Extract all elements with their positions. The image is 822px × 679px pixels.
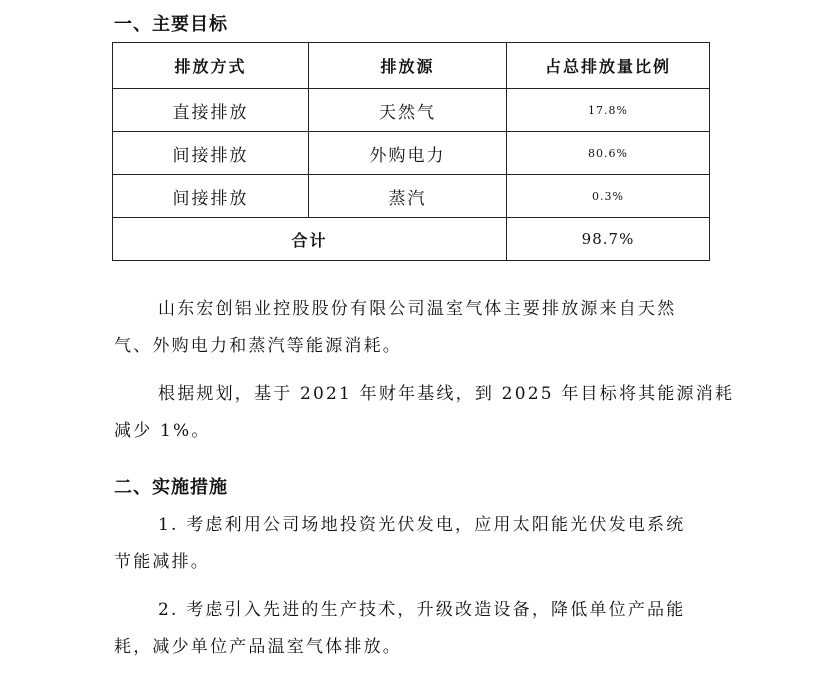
total-value: 98.7% <box>507 218 710 261</box>
cell-mode: 间接排放 <box>113 132 309 175</box>
table-row <box>113 175 710 218</box>
section-heading-main-goals: 一、主要目标 <box>114 14 228 35</box>
paragraph-line: 减少 1%。 <box>114 421 211 441</box>
header-emission-mode: 排放方式 <box>113 43 309 89</box>
paragraph-line: 山东宏创铝业控股股份有限公司温室气体主要排放源来自天然 <box>158 299 677 319</box>
paragraph-line: 节能减排。 <box>114 552 210 572</box>
emissions-table <box>112 42 710 261</box>
paragraph-reduction-target <box>114 376 735 450</box>
cell-mode: 直接排放 <box>113 89 309 132</box>
paragraph-line: 根据规划，基于 2021 年财年基线，到 2025 年目标将其能源消耗 <box>158 384 735 404</box>
table-total-row <box>113 218 710 261</box>
section-heading-measures: 二、实施措施 <box>114 477 228 498</box>
header-emission-share: 占总排放量比例 <box>507 43 710 89</box>
paragraph-line: 1. 考虑利用公司场地投资光伏发电，应用太阳能光伏发电系统 <box>158 515 686 535</box>
cell-share: 17.8% <box>507 89 710 132</box>
cell-source: 外购电力 <box>309 132 507 175</box>
paragraph-emission-sources <box>114 291 714 365</box>
paragraph-line: 耗，减少单位产品温室气体排放。 <box>114 637 402 657</box>
cell-mode: 间接排放 <box>113 175 309 218</box>
cell-share: 0.3% <box>507 175 710 218</box>
measure-item-2 <box>114 592 714 666</box>
measure-item-1 <box>114 507 714 581</box>
paragraph-line: 气、外购电力和蒸汽等能源消耗。 <box>114 336 402 356</box>
paragraph-line: 2. 考虑引入先进的生产技术，升级改造设备，降低单位产品能 <box>158 600 686 620</box>
cell-share: 80.6% <box>507 132 710 175</box>
table-row <box>113 89 710 132</box>
table-row <box>113 132 710 175</box>
total-label: 合计 <box>113 218 507 261</box>
table-header-row <box>113 43 710 89</box>
cell-source: 天然气 <box>309 89 507 132</box>
header-emission-source: 排放源 <box>309 43 507 89</box>
cell-source: 蒸汽 <box>309 175 507 218</box>
